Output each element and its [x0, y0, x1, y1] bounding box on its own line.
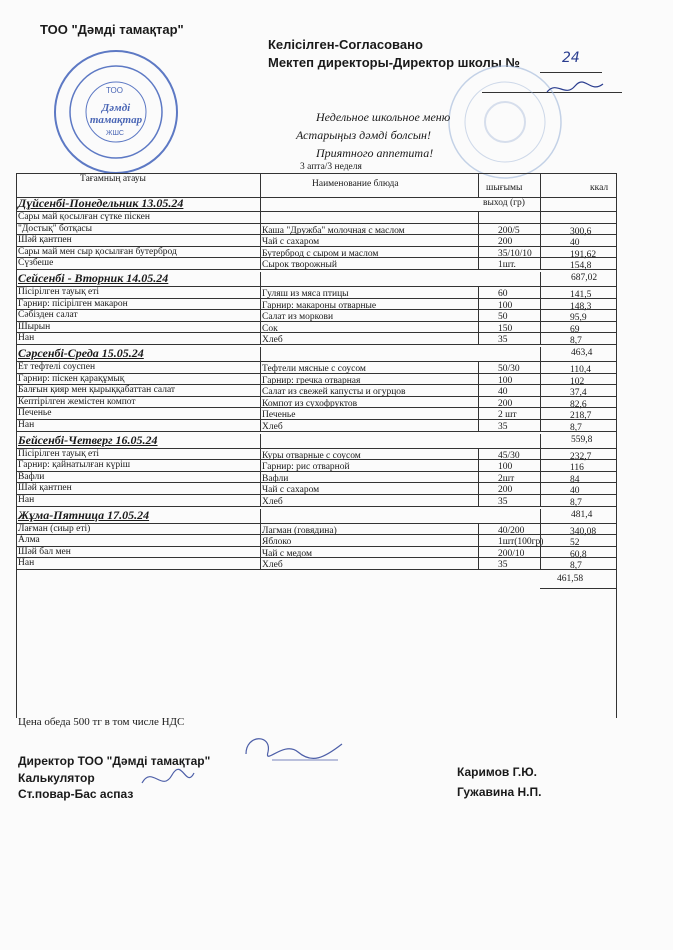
dish-name-kz: Сүзбеше: [18, 258, 54, 269]
dish-name-ru: Чай с медом: [262, 548, 312, 559]
table-rule: [16, 321, 616, 322]
dish-kcal: 82,6: [570, 399, 587, 410]
footer-name-1: Каримов Г.Ю.: [457, 765, 537, 779]
menu-title: Недельное школьное меню: [316, 110, 451, 124]
table-rule: [16, 332, 616, 333]
price-line: Цена обеда 500 тг в том числе НДС: [18, 716, 185, 728]
dish-kcal: 40: [570, 238, 580, 249]
footer-director: Директор ТОО "Дәмді тамақтар": [18, 754, 211, 768]
dish-kcal: 69: [570, 324, 580, 335]
dish-name-ru: Гарнир: рис отварной: [262, 462, 350, 473]
day-total-kcal: 481,4: [571, 509, 593, 520]
table-rule: [260, 173, 261, 197]
dish-name-ru: Тефтели мясные с соусом: [262, 364, 366, 374]
dish-kcal: 340,08: [570, 526, 597, 537]
dish-output: 40: [498, 387, 508, 398]
dish-name-kz: Пісірілген тауық еті: [18, 448, 100, 459]
dish-name-kz: Сары май мен сыр қосылған бутерброд: [18, 246, 177, 257]
dish-kcal: 8,7: [570, 423, 582, 433]
table-rule: [478, 523, 479, 569]
dish-output: 35: [498, 335, 508, 346]
dish-output: 100: [498, 462, 513, 473]
company-name: ТОО "Дәмді тамақтар": [40, 22, 184, 37]
final-total-kcal: 461,58: [557, 574, 584, 584]
table-rule: [16, 344, 616, 345]
director-signature: [545, 78, 605, 100]
table-rule: [260, 434, 261, 506]
dish-name-ru: Вафли: [262, 473, 289, 484]
dish-output: 1шт(100гр): [498, 537, 544, 548]
dish-kcal: 218,7: [570, 411, 592, 422]
approval-label: Келісілген-Согласовано: [268, 37, 423, 52]
table-rule: [616, 173, 617, 718]
dish-name-kz: Ет тефтелі соуспен: [18, 362, 96, 372]
dish-name-ru: Хлеб: [262, 497, 283, 507]
dish-output: 35: [498, 497, 508, 507]
director-school-label: Мектеп директоры-Директор школы №: [268, 55, 520, 70]
day-total-kcal: 559,8: [571, 434, 593, 445]
dish-kcal: 110,4: [570, 365, 592, 375]
dish-kcal: 116: [570, 463, 584, 474]
dish-name-kz: Шәй қантпен: [18, 235, 72, 246]
dish-name-kz: Сәбізден салат: [18, 310, 78, 321]
table-rule: [540, 197, 541, 269]
day-title: Сәрсенбі-Среда 15.05.24: [18, 346, 144, 360]
dish-name-ru: Хлеб: [262, 335, 283, 346]
dish-output: 100: [498, 300, 513, 311]
dish-output: 200: [498, 237, 513, 248]
dish-name-ru: Печенье: [262, 410, 296, 421]
table-rule: [16, 309, 616, 310]
table-rule: [16, 286, 616, 287]
week-label: 3 апта/3 неделя: [300, 162, 362, 172]
table-rule: [260, 272, 261, 344]
dish-kcal: 148,3: [570, 301, 592, 312]
table-rule: [478, 286, 479, 344]
dish-name-kz: Шәй бал мен: [18, 546, 71, 557]
table-rule: [16, 173, 17, 718]
dish-output: 1шт.: [498, 260, 516, 271]
dish-kcal: 37,4: [570, 388, 587, 399]
dish-name-kz: Кептірілген жемістен компот: [18, 396, 136, 407]
table-rule: [16, 407, 616, 408]
dish-name-kz: Гарнир: қайнатылған күріш: [18, 460, 131, 471]
dish-name-ru: Бутерброд с сыром и маслом: [262, 248, 379, 259]
day-total-kcal: 463,4: [571, 348, 593, 358]
dish-output: 200: [498, 485, 513, 496]
dish-name-ru: Гарнир: гречка отварная: [262, 375, 361, 386]
footer-name-2: Гужавина Н.П.: [457, 785, 542, 799]
dish-name-ru: Салат из моркови: [262, 312, 334, 323]
table-rule: [16, 448, 616, 449]
dish-output: 50/30: [498, 364, 520, 374]
dish-output: 45/30: [498, 450, 520, 461]
day-title: Дүйсенбі-Понедельник 13.05.24: [18, 196, 184, 210]
dish-output: 100: [498, 375, 513, 386]
dish-output: 35/10/10: [498, 248, 532, 259]
dish-kcal: 232,7: [570, 451, 592, 462]
table-rule: [260, 347, 261, 431]
dish-name-kz: Балғын қияр мен қырыққабаттан салат: [18, 385, 176, 396]
dish-name-ru: Гуляш из мяса птицы: [262, 289, 349, 299]
dish-kcal: 40: [570, 486, 580, 497]
dish-output: 35: [498, 422, 508, 432]
dish-kcal: 84: [570, 474, 580, 485]
day-total-kcal: 687,02: [571, 273, 598, 283]
table-rule: [16, 431, 616, 432]
col-header-out: шығымы: [486, 183, 523, 193]
dish-kcal: 141,5: [570, 290, 592, 300]
dish-name-kz: Пісірілген тауық еті: [18, 287, 100, 297]
table-rule: [16, 557, 616, 558]
dish-kcal: 102: [570, 376, 585, 387]
footer-chef: Ст.повар-Бас аспаз: [18, 787, 134, 801]
dish-name-kz: Гарнир: пісірілген макарон: [18, 298, 128, 309]
dish-name-ru: Каша "Дружба" молочная с маслом: [262, 225, 405, 236]
dish-name-kz: Лағман (сиыр еті): [18, 523, 91, 534]
table-rule: [478, 361, 479, 431]
table-rule: [540, 588, 616, 589]
dish-name-ru: Лагман (говядина): [262, 525, 337, 536]
dish-kcal: 60,8: [570, 549, 587, 560]
table-rule: [16, 361, 616, 362]
calculator-signature: [138, 763, 198, 797]
col-header-kz: Тағамның атауы: [80, 174, 146, 184]
table-rule: [16, 471, 616, 472]
table-rule: [16, 223, 616, 224]
dish-output: 200/10: [498, 548, 525, 559]
dish-name-kz: Печенье: [18, 408, 52, 419]
table-rule: [16, 494, 616, 495]
dish-name-kz: Гарнир: піскен қарақұмық: [18, 373, 125, 384]
dish-name-ru: Хлеб: [262, 560, 283, 571]
table-rule: [16, 257, 616, 258]
table-rule: [16, 534, 616, 535]
dish-name-kz: Нан: [18, 558, 35, 569]
table-rule: [540, 173, 541, 197]
dish-kcal: 191,62: [570, 249, 597, 260]
table-rule: [478, 211, 479, 269]
table-rule: [16, 269, 616, 270]
dish-name-kz: Нан: [18, 420, 35, 430]
dish-output: 50: [498, 312, 508, 323]
dish-kcal: 52: [570, 538, 580, 549]
day-title: Сейсенбі - Вторник 14.05.24: [18, 271, 169, 285]
dish-name-ru: Чай с сахаром: [262, 237, 320, 248]
dish-output: 2 шт: [498, 410, 517, 421]
dish-name-kz: Вафли: [18, 471, 45, 482]
dish-kcal: 8,7: [570, 561, 582, 572]
table-rule: [540, 272, 541, 344]
table-rule: [16, 506, 616, 507]
dish-output: 200/5: [498, 225, 520, 236]
footer-calculator: Калькулятор: [18, 771, 95, 785]
company-stamp: ТОО Дәмді тамақтар ЖШС: [52, 48, 180, 176]
dish-name-kz: Сары май қосылған сүтке піскен: [18, 212, 150, 222]
day-title: Бейсенбі-Четверг 16.05.24: [18, 432, 158, 447]
table-rule: [16, 419, 616, 420]
table-rule: [540, 347, 541, 431]
table-rule: [540, 434, 541, 506]
dish-kcal: 8,7: [570, 336, 582, 347]
dish-output: 35: [498, 560, 508, 571]
dish-output: 150: [498, 323, 513, 334]
dish-name-ru: Салат из свежей капусты и огурцов: [262, 387, 406, 398]
table-rule: [16, 546, 616, 547]
col-header-kcal: ккал: [590, 183, 609, 193]
day-title: Жұма-Пятница 17.05.24: [18, 507, 150, 522]
col-header-out-repeat: выход (гр): [483, 198, 525, 208]
dish-name-kz: Нан: [18, 495, 35, 505]
dish-name-ru: Сок: [262, 323, 278, 334]
dish-name-kz: Шәй қантпен: [18, 483, 72, 494]
dish-name-kz: Нан: [18, 333, 35, 344]
dish-output: 200: [498, 398, 513, 409]
dish-name-ru: Яблоко: [262, 537, 292, 548]
dish-kcal: 154,8: [570, 261, 592, 272]
table-rule: [16, 523, 616, 524]
dish-name-ru: Гарнир: макароны отварные: [262, 300, 377, 311]
table-rule: [260, 197, 261, 269]
wish-ru: Приятного аппетита!: [316, 146, 434, 160]
dish-output: 2шт: [498, 473, 515, 484]
school-number: 24: [562, 50, 580, 66]
dish-output: 60: [498, 289, 508, 299]
table-rule: [478, 173, 479, 197]
dish-name-ru: Хлеб: [262, 422, 283, 432]
dish-name-ru: Куры отварные с соусом: [262, 450, 361, 461]
table-rule: [16, 234, 616, 235]
dish-name-ru: Компот из сухофруктов: [262, 398, 358, 409]
director-footer-signature: [238, 730, 348, 775]
dish-kcal: 95,9: [570, 313, 587, 324]
table-rule: [478, 448, 479, 506]
table-rule: [16, 482, 616, 483]
dish-output: 40/200: [498, 525, 525, 536]
dish-name-ru: Чай с сахаром: [262, 485, 320, 496]
dish-name-ru: Сырок творожный: [262, 260, 337, 271]
dish-name-kz: "Достық" ботқасы: [18, 223, 93, 234]
dish-kcal: 300,6: [570, 226, 592, 237]
col-header-ru: Наименование блюда: [312, 179, 399, 189]
dish-kcal: 8,7: [570, 498, 582, 508]
table-rule: [540, 509, 541, 569]
table-rule: [16, 569, 616, 570]
dish-name-kz: Шырын: [18, 321, 51, 332]
table-rule: [260, 509, 261, 569]
dish-name-kz: Алма: [18, 535, 40, 546]
wish-kz: Астарыңыз дәмді болсын!: [296, 128, 431, 142]
